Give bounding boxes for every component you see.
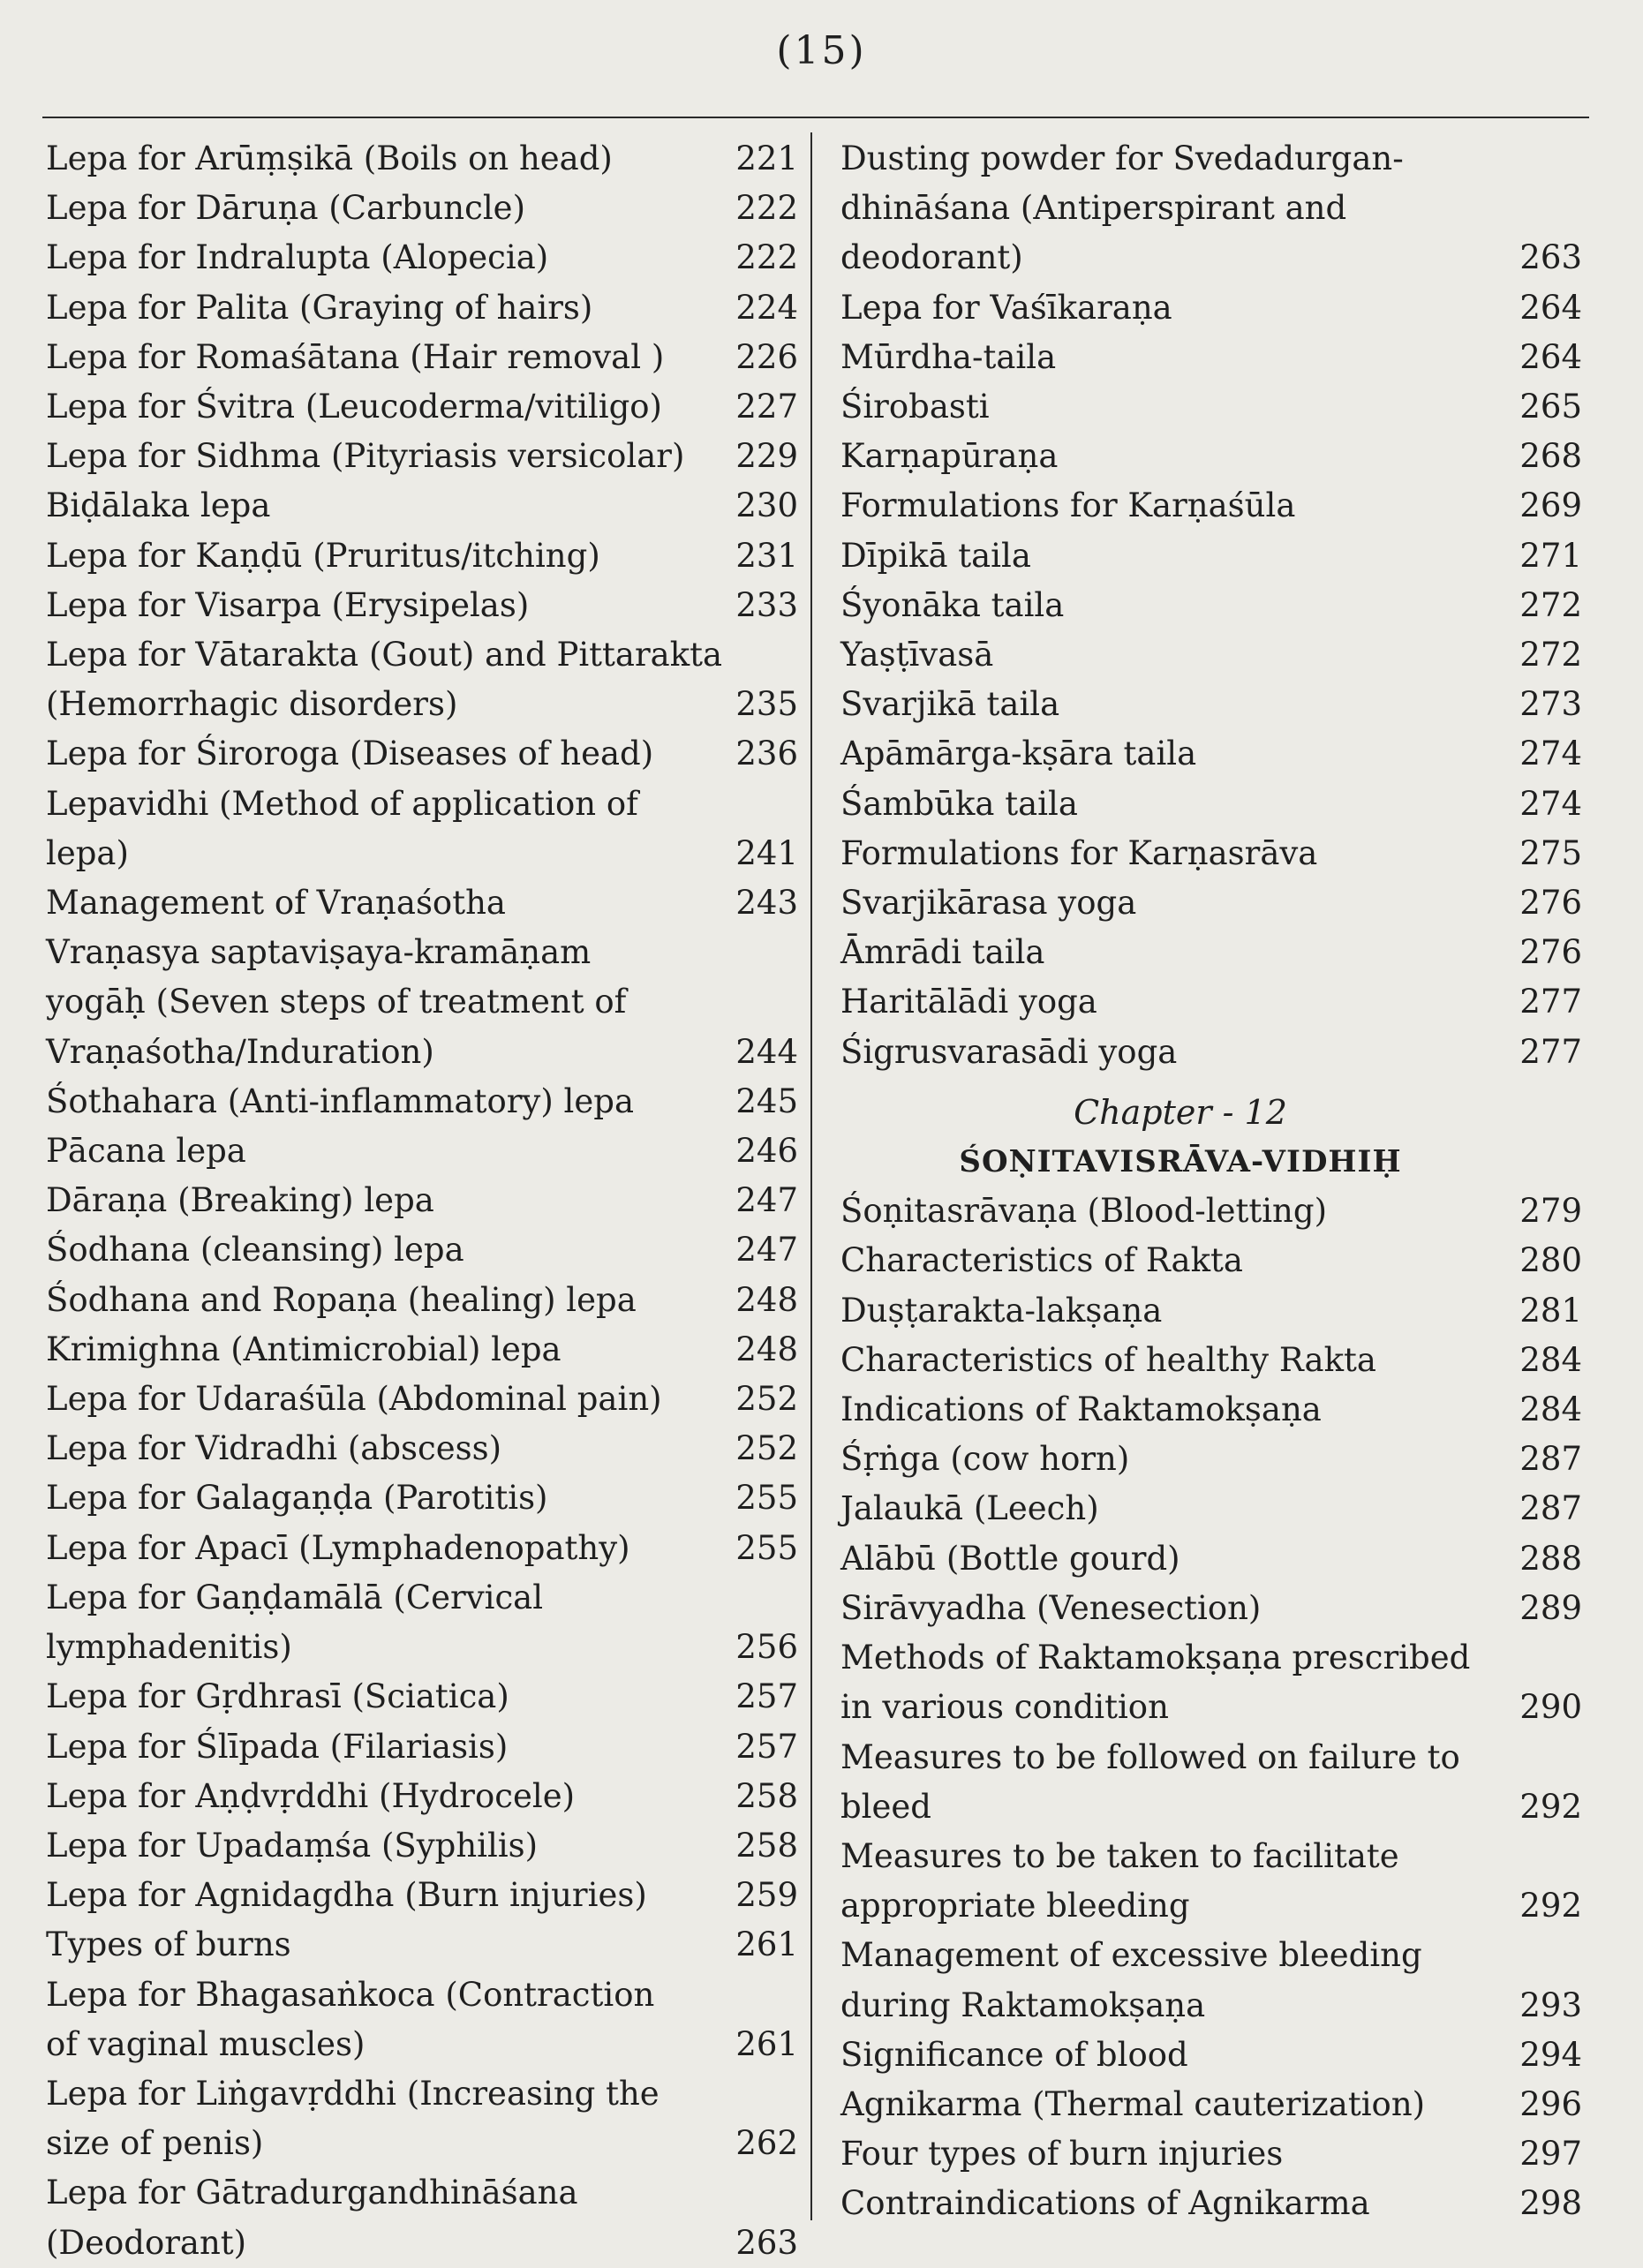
toc-entry-title: Śodhana (cleansing) lepa	[46, 1231, 464, 1270]
toc-entry	[840, 1435, 1600, 1484]
toc-entry	[840, 481, 1600, 531]
toc-entry-title: Lepa for Udaraśūla (Abdominal pain)	[46, 1380, 662, 1419]
toc-entry	[46, 1077, 810, 1126]
toc-entry-page: 229	[735, 437, 798, 476]
toc-entry-title: Śigrusvarasādi yoga	[840, 1032, 1178, 1071]
toc-entry-title: Lepa for Aṇḍvṛddhi (Hydrocele)	[46, 1776, 576, 1815]
toc-entry-page: 255	[735, 1528, 798, 1567]
toc-entry-title: Lepa for Liṅgavṛddhi (Increasing the size of penis)	[46, 2074, 659, 2163]
toc-entry-page: 231	[735, 536, 798, 575]
toc-entry-page: 276	[1519, 884, 1582, 923]
toc-entry	[46, 1375, 810, 1424]
toc-entry-title: Lepa for Śvitra (Leucoderma/vitiligo)	[46, 388, 662, 426]
toc-entry	[840, 333, 1600, 382]
toc-entry-page: 235	[735, 685, 798, 724]
toc-entry-title: Yaṣṭīvasā	[840, 636, 994, 674]
toc-entry	[840, 977, 1600, 1027]
toc-entry	[840, 780, 1600, 829]
toc-entry-title: Management of Vraṇaśotha	[46, 884, 506, 923]
toc-entry-title: Lepa for Gātradurgandhināśana (Deodorant)	[46, 2174, 578, 2262]
toc-entry-page: 273	[1519, 685, 1582, 724]
toc-entry-title: Measures to be taken to facilitate appropriate bleeding	[840, 1836, 1399, 1925]
toc-entry-title: Pācana lepa	[46, 1132, 246, 1171]
toc-entry	[46, 1225, 810, 1275]
toc-entry-page: 280	[1519, 1241, 1582, 1280]
toc-entry-page: 255	[735, 1479, 798, 1518]
toc-entry-page: 259	[735, 1876, 798, 1915]
toc-entry	[840, 1733, 1600, 1832]
toc-entry	[840, 928, 1600, 977]
toc-entry-page: 294	[1519, 2035, 1582, 2074]
toc-entry-title: Krimighna (Antimicrobial) lepa	[46, 1330, 561, 1368]
toc-entry	[46, 1871, 810, 1920]
toc-entry-page: 263	[1519, 238, 1582, 277]
toc-entry	[46, 283, 810, 333]
toc-entry-title: Lepa for Palita (Graying of hairs)	[46, 288, 593, 327]
toc-entry	[46, 1970, 810, 2069]
toc-entry-page: 230	[735, 486, 798, 525]
toc-entry-title: Lepa for Kaṇḍū (Pruritus/itching)	[46, 536, 600, 575]
toc-entry-page: 224	[735, 288, 798, 327]
toc-entry-title: Lepa for Bhagasaṅkoca (Contraction of vaginal muscles)	[46, 1975, 655, 2063]
toc-entry-page: 257	[735, 1677, 798, 1716]
toc-entry	[840, 2179, 1600, 2228]
toc-entry-title: Biḍālaka lepa	[46, 486, 271, 525]
toc-entry	[840, 1534, 1600, 1584]
toc-entry-title: Dīpikā taila	[840, 536, 1031, 575]
toc-entry-page: 256	[735, 1628, 798, 1667]
toc-entry-title: Lepa for Śiroroga (Diseases of head)	[46, 735, 654, 773]
toc-entry	[46, 233, 810, 283]
toc-entry-page: 287	[1519, 1489, 1582, 1528]
toc-entry	[46, 729, 810, 779]
toc-entry-page: 274	[1519, 784, 1582, 823]
toc-entry-title: Lepa for Ślīpada (Filariasis)	[46, 1727, 509, 1766]
header-rule	[42, 117, 1589, 118]
toc-entry	[840, 283, 1600, 333]
page-number: (15)	[776, 28, 867, 73]
toc-entry-page: 284	[1519, 1390, 1582, 1429]
toc-entry-title: Characteristics of Rakta	[840, 1241, 1243, 1280]
toc-entry-title: Lepa for Agnidagdha (Burn injuries)	[46, 1876, 647, 1915]
toc-entry	[46, 1473, 810, 1523]
toc-entry	[46, 1920, 810, 1970]
toc-entry-page: 245	[735, 1081, 798, 1120]
toc-entry-page: 226	[735, 337, 798, 376]
toc-entry	[46, 134, 810, 184]
toc-entry	[840, 1028, 1600, 1077]
toc-entry-page: 221	[735, 139, 798, 177]
toc-entry-page: 281	[1519, 1291, 1582, 1330]
toc-entry-title: Jalaukā (Leech)	[840, 1489, 1099, 1528]
toc-entry	[840, 432, 1600, 481]
toc-entry	[46, 2069, 810, 2168]
toc-entry-page: 247	[735, 1181, 798, 1220]
toc-entry-page: 222	[735, 238, 798, 277]
toc-entry	[840, 1236, 1600, 1285]
toc-entry	[46, 1821, 810, 1871]
toc-entry-title: Svarjikārasa yoga	[840, 884, 1137, 923]
toc-entry-page: 258	[735, 1776, 798, 1815]
toc-entry-page: 288	[1519, 1539, 1582, 1578]
toc-entry-page: 258	[735, 1826, 798, 1865]
toc-entry-title: Śyonāka taila	[840, 585, 1065, 624]
toc-entry-page: 244	[735, 1032, 798, 1071]
toc-entry	[840, 382, 1600, 432]
toc-entry-page: 293	[1519, 1985, 1582, 2024]
toc-entry	[840, 134, 1600, 283]
toc-entry	[46, 1573, 810, 1672]
toc-entry	[840, 1336, 1600, 1385]
toc-entry	[840, 1187, 1600, 1236]
toc-entry-page: 289	[1519, 1588, 1582, 1627]
toc-entry-title: Characteristics of healthy Rakta	[840, 1340, 1376, 1379]
toc-entry-page: 227	[735, 388, 798, 426]
toc-entry-page: 265	[1519, 388, 1582, 426]
toc-entry-title: Dāraṇa (Breaking) lepa	[46, 1181, 434, 1220]
toc-entry	[46, 184, 810, 233]
toc-entry	[840, 2031, 1600, 2080]
toc-entry-page: 247	[735, 1231, 798, 1270]
toc-entry-page: 272	[1519, 636, 1582, 674]
toc-entry-title: Contraindications of Agnikarma	[840, 2184, 1370, 2223]
toc-entry-page: 252	[735, 1380, 798, 1419]
toc-entry-title: Lepa for Sidhma (Pityriasis versicolar)	[46, 437, 685, 476]
toc-entry-title: Alābū (Bottle gourd)	[840, 1539, 1180, 1578]
toc-entry-title: Apāmārga-kṣāra taila	[840, 735, 1197, 773]
toc-entry-page: 222	[735, 189, 798, 228]
toc-entry-page: 248	[735, 1330, 798, 1368]
toc-entry	[840, 531, 1600, 581]
toc-entry-title: Lepa for Visarpa (Erysipelas)	[46, 585, 530, 624]
toc-entry-page: 276	[1519, 933, 1582, 972]
toc-entry-title: Lepa for Apacī (Lymphadenopathy)	[46, 1528, 630, 1567]
toc-entry-page: 261	[735, 2024, 798, 2063]
toc-entry-title: Śoṇitasrāvaṇa (Blood-letting)	[840, 1192, 1328, 1231]
toc-entry-page: 241	[735, 833, 798, 872]
toc-entry	[46, 1424, 810, 1473]
toc-entry-title: Four types of burn injuries	[840, 2135, 1284, 2174]
toc-entry	[46, 432, 810, 481]
toc-entry-page: 236	[735, 735, 798, 773]
toc-entry	[46, 333, 810, 382]
toc-entry	[840, 2129, 1600, 2179]
toc-entry	[840, 729, 1600, 779]
toc-entry	[840, 581, 1600, 630]
toc-entry-title: Lepa for Vātarakta (Gout) and Pittarakta (Hemorrhagic disorders)	[46, 636, 723, 724]
toc-entry	[46, 1722, 810, 1772]
toc-entry-title: Vraṇasya saptaviṣaya-kramāṇam yogāḥ (Seven steps of treatment of Vraṇaśotha/Induration)	[46, 933, 627, 1071]
toc-entry	[840, 2080, 1600, 2129]
toc-entry	[840, 630, 1600, 680]
toc-entry-page: 269	[1519, 486, 1582, 525]
toc-entry-title: Lepa for Vidradhi (abscess)	[46, 1429, 502, 1468]
toc-entry-page: 290	[1519, 1688, 1582, 1727]
toc-entry	[46, 481, 810, 531]
toc-entry-title: Mūrdha-taila	[840, 337, 1057, 376]
toc-entry-title: Śambūka taila	[840, 784, 1078, 823]
toc-entry-title: Lepa for Indralupta (Alopecia)	[46, 238, 549, 277]
toc-entry-title: Formulations for Karṇaśūla	[840, 486, 1296, 525]
column-divider	[810, 132, 812, 2220]
toc-entry	[840, 1931, 1600, 2030]
toc-entry	[46, 1276, 810, 1325]
toc-entry-title: Management of excessive bleeding during Raktamokṣaṇa	[840, 1936, 1422, 2024]
toc-entry-title: Agnikarma (Thermal cauterization)	[840, 2084, 1426, 2123]
toc-entry-title: Śṛṅga (cow horn)	[840, 1440, 1130, 1479]
toc-entry-page: 298	[1519, 2184, 1582, 2223]
toc-entry-page: 271	[1519, 536, 1582, 575]
chapter-label: Chapter - 12	[1074, 1092, 1287, 1132]
toc-entry	[46, 1325, 810, 1375]
toc-entry-page: 261	[735, 1925, 798, 1964]
toc-entry-page: 248	[735, 1280, 798, 1319]
toc-entry-title: Lepa for Galagaṇḍa (Parotitis)	[46, 1479, 548, 1518]
toc-entry-title: Indications of Raktamokṣaṇa	[840, 1390, 1322, 1429]
toc-entry	[46, 1672, 810, 1722]
toc-entry-page: 257	[735, 1727, 798, 1766]
toc-entry	[46, 581, 810, 630]
toc-entry-title: Formulations for Karṇasrāva	[840, 833, 1318, 872]
toc-entry-title: Dusting powder for Svedadurgan- dhināśana (Antiperspirant and deodorant)	[840, 139, 1404, 277]
toc-entry-title: Measures to be followed on failure to bleed	[840, 1737, 1460, 1826]
toc-entry	[46, 1176, 810, 1225]
toc-entry	[840, 1286, 1600, 1336]
toc-entry-page: 279	[1519, 1192, 1582, 1231]
toc-right-column	[840, 134, 1600, 2229]
toc-entry	[46, 1126, 810, 1176]
toc-entry	[46, 2168, 810, 2267]
toc-entry-title: Methods of Raktamokṣaṇa prescribed in various condition	[840, 1639, 1471, 1727]
toc-entry-page: 268	[1519, 437, 1582, 476]
toc-entry-title: Lepa for Vaśīkaraṇa	[840, 288, 1172, 327]
toc-entry-title: Lepa for Gaṇḍamālā (Cervical lymphadenitis)	[46, 1578, 544, 1667]
toc-entry	[46, 531, 810, 581]
toc-entry	[46, 1772, 810, 1821]
toc-entry-page: 233	[735, 585, 798, 624]
toc-entry	[46, 928, 810, 1077]
toc-entry-page: 246	[735, 1132, 798, 1171]
toc-entry-title: Karṇapūraṇa	[840, 437, 1059, 476]
toc-entry-page: 262	[735, 2124, 798, 2163]
toc-entry	[840, 1584, 1600, 1633]
toc-entry-page: 263	[735, 2223, 798, 2262]
toc-entry	[46, 1524, 810, 1573]
toc-entry-title: Duṣṭarakta-lakṣaṇa	[840, 1291, 1163, 1330]
toc-entry-title: Svarjikā taila	[840, 685, 1060, 724]
toc-entry	[46, 878, 810, 928]
toc-entry	[840, 1633, 1600, 1732]
toc-entry	[840, 829, 1600, 878]
toc-entry	[840, 1385, 1600, 1435]
toc-entry	[46, 780, 810, 878]
toc-entry-title: Śothahara (Anti-inflammatory) lepa	[46, 1081, 634, 1120]
toc-entry-title: Śirobasti	[840, 388, 990, 426]
toc-entry-title: Āmrādi taila	[840, 933, 1045, 972]
toc-entry	[46, 630, 810, 729]
toc-entry	[46, 382, 810, 432]
toc-entry-page: 264	[1519, 337, 1582, 376]
toc-entry-page: 274	[1519, 735, 1582, 773]
toc-entry-page: 264	[1519, 288, 1582, 327]
toc-entry-page: 277	[1519, 1032, 1582, 1071]
toc-entry-page: 284	[1519, 1340, 1582, 1379]
toc-entry-page: 243	[735, 884, 798, 923]
toc-entry-title: Lepa for Gṛdhrasī (Sciatica)	[46, 1677, 509, 1716]
toc-entry-title: Śodhana and Ropaṇa (healing) lepa	[46, 1280, 637, 1319]
toc-entry	[840, 878, 1600, 928]
toc-entry-title: Lepa for Arūṃṣikā (Boils on head)	[46, 139, 613, 177]
toc-entry-page: 287	[1519, 1440, 1582, 1479]
toc-entry-page: 292	[1519, 1787, 1582, 1826]
toc-left-column	[46, 134, 810, 2268]
toc-entry-title: Lepavidhi (Method of application of lepa)	[46, 784, 638, 872]
toc-entry-title: Types of burns	[46, 1925, 291, 1964]
toc-entry	[840, 1832, 1600, 1931]
toc-entry-title: Significance of blood	[840, 2035, 1188, 2074]
toc-entry-page: 277	[1519, 983, 1582, 1021]
toc-entry	[840, 680, 1600, 729]
toc-entry-title: Sirāvyadha (Venesection)	[840, 1588, 1262, 1627]
toc-entry-title: Lepa for Upadaṃśa (Syphilis)	[46, 1826, 539, 1865]
toc-entry-page: 297	[1519, 2135, 1582, 2174]
chapter-title: ŚOṆITAVISRĀVA-VIDHIḤ	[959, 1144, 1402, 1180]
toc-entry-title: Haritālādi yoga	[840, 983, 1097, 1021]
toc-entry-page: 252	[735, 1429, 798, 1468]
toc-entry-title: Lepa for Romaśātana (Hair removal )	[46, 337, 665, 376]
toc-entry	[840, 1484, 1600, 1533]
toc-entry-page: 275	[1519, 833, 1582, 872]
toc-entry-title: Lepa for Dāruṇa (Carbuncle)	[46, 189, 526, 228]
toc-entry-page: 272	[1519, 585, 1582, 624]
toc-entry-page: 296	[1519, 2084, 1582, 2123]
toc-entry-page: 292	[1519, 1887, 1582, 1925]
